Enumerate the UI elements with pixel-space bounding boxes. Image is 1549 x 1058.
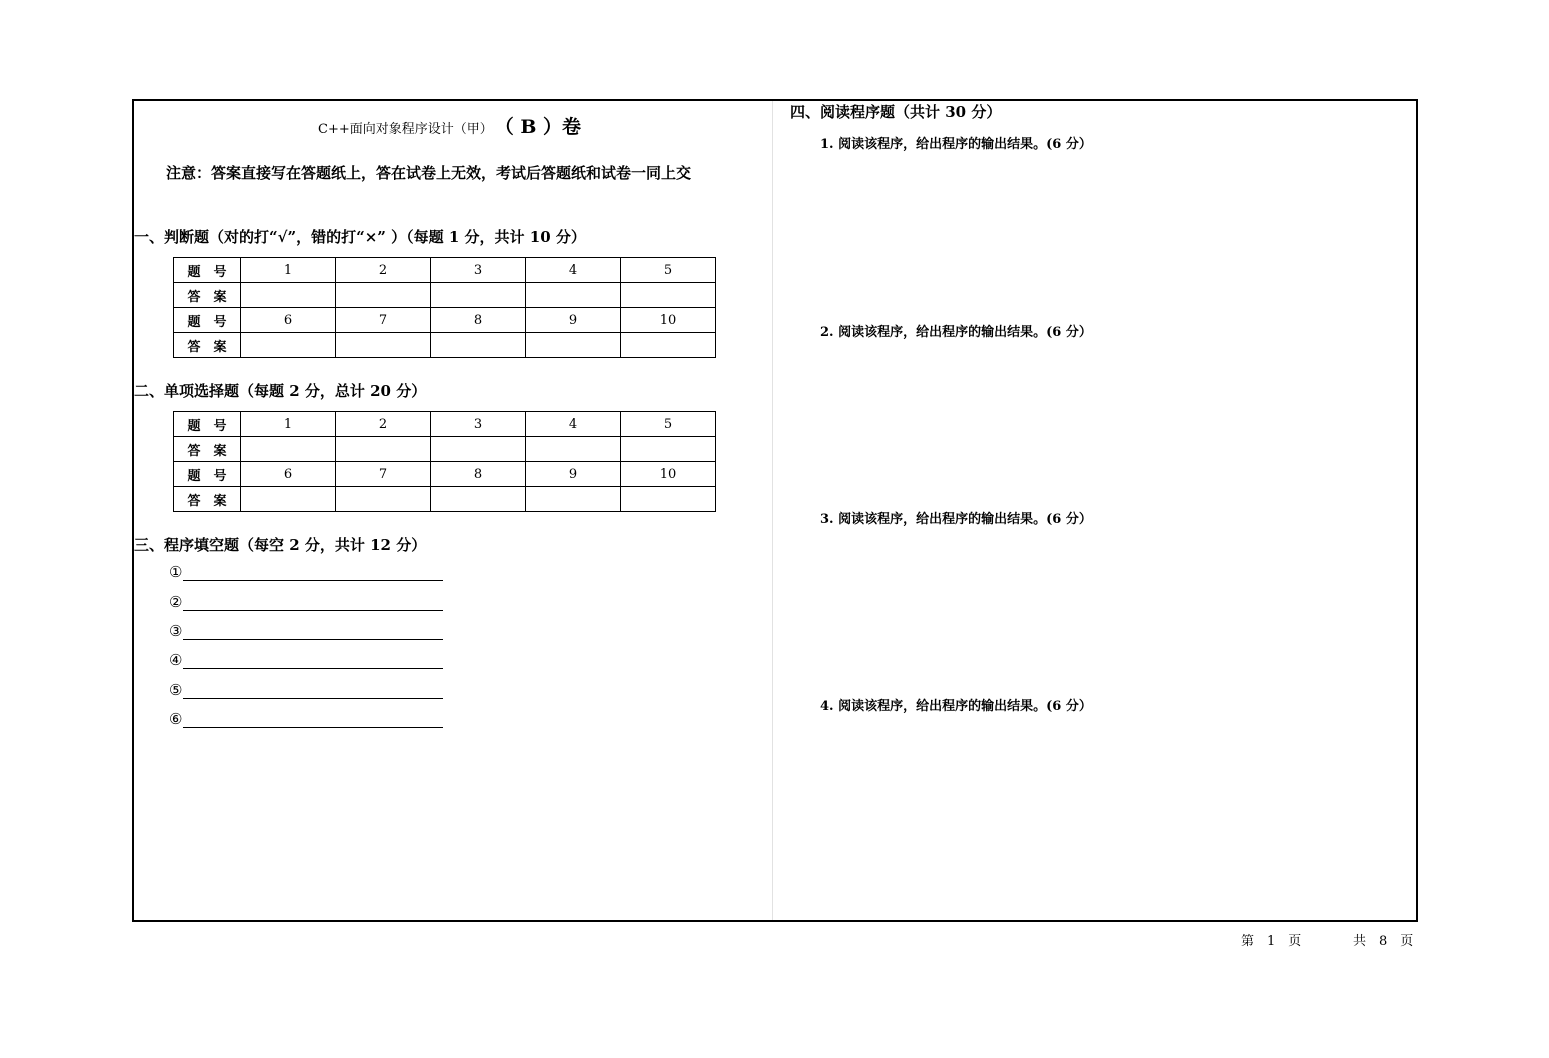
answer-line[interactable] [183,594,443,611]
question-number: 10 [621,462,716,487]
question-number: 5 [621,258,716,283]
question-number: 9 [526,308,621,333]
table-row [174,333,716,358]
answer-cell[interactable] [431,283,526,308]
table-row [174,308,716,333]
answer-cell[interactable] [526,437,621,462]
blank-marker: ⑥ [169,710,183,728]
answer-cell[interactable] [431,487,526,512]
section-multiple-choice-heading: 二、单项选择题（每题 2 分，总计 20 分） [134,382,427,400]
question-number: 3 [431,258,526,283]
question-number: 6 [241,462,336,487]
blank-line-3[interactable] [169,622,443,640]
question-number: 3 [431,412,526,437]
question-number: 2 [336,412,431,437]
answer-cell[interactable] [621,437,716,462]
answer-cell[interactable] [431,333,526,358]
table-row [174,258,716,283]
table-row [174,462,716,487]
question-number-label: 题 号 [174,308,241,333]
page-total: 共 8 页 [1353,934,1414,949]
blank-marker: ② [169,593,183,611]
page-number: 第 1 页 [1241,934,1302,949]
answer-label: 答 案 [174,283,241,308]
answer-cell[interactable] [526,487,621,512]
blank-line-5[interactable] [169,681,443,699]
table-row [174,437,716,462]
question-number: 8 [431,462,526,487]
answer-cell[interactable] [241,283,336,308]
question-number-label: 题 号 [174,462,241,487]
question-number: 8 [431,308,526,333]
blank-line-4[interactable] [169,651,443,669]
table-row [174,283,716,308]
question-number: 4 [526,412,621,437]
notice-text: 注意：答案直接写在答题纸上，答在试卷上无效，考试后答题纸和试卷一同上交 [166,164,692,182]
section-read-program-heading: 四、阅读程序题（共计 30 分） [790,103,1002,121]
answer-line[interactable] [183,564,443,581]
answer-cell[interactable] [431,437,526,462]
answer-cell[interactable] [336,283,431,308]
answer-cell[interactable] [526,333,621,358]
answer-line[interactable] [183,711,443,728]
question-number: 10 [621,308,716,333]
section-true-false-heading: 一、判断题（对的打“√”，错的打“×” ）（每题 1 分，共计 10 分） [134,228,586,246]
read-program-question-3: 3. 阅读该程序，给出程序的输出结果。(6 分） [820,512,1092,527]
true-false-answer-table [173,257,716,358]
question-number: 7 [336,308,431,333]
answer-line[interactable] [183,652,443,669]
read-program-question-1: 1. 阅读该程序，给出程序的输出结果。(6 分） [820,137,1092,152]
read-program-question-2: 2. 阅读该程序，给出程序的输出结果。(6 分） [820,325,1092,340]
question-number: 1 [241,258,336,283]
exam-title-text: C++面向对象程序设计（甲） [318,122,493,137]
answer-cell[interactable] [241,333,336,358]
question-number: 4 [526,258,621,283]
answer-cell[interactable] [621,283,716,308]
answer-cell[interactable] [241,487,336,512]
section-fill-blank-heading: 三、程序填空题（每空 2 分，共计 12 分） [134,536,427,554]
answer-cell[interactable] [526,283,621,308]
answer-cell[interactable] [336,437,431,462]
answer-cell[interactable] [336,487,431,512]
answer-label: 答 案 [174,437,241,462]
answer-cell[interactable] [336,333,431,358]
table-row [174,487,716,512]
answer-label: 答 案 [174,487,241,512]
blank-line-2[interactable] [169,593,443,611]
exam-version: （ B ）卷 [494,116,582,138]
blank-marker: ③ [169,622,183,640]
blank-marker: ④ [169,651,183,669]
question-number: 1 [241,412,336,437]
answer-line[interactable] [183,623,443,640]
answer-cell[interactable] [241,437,336,462]
question-number: 5 [621,412,716,437]
answer-cell[interactable] [621,487,716,512]
blank-marker: ① [169,563,183,581]
answer-label: 答 案 [174,333,241,358]
question-number: 7 [336,462,431,487]
blank-line-1[interactable] [169,563,443,581]
table-row [174,412,716,437]
exam-title [318,112,581,139]
question-number: 6 [241,308,336,333]
question-number-label: 题 号 [174,258,241,283]
answer-line[interactable] [183,682,443,699]
column-divider [772,101,773,920]
question-number-label: 题 号 [174,412,241,437]
blank-marker: ⑤ [169,681,183,699]
read-program-question-4: 4. 阅读该程序，给出程序的输出结果。(6 分） [820,699,1092,714]
answer-cell[interactable] [621,333,716,358]
question-number: 2 [336,258,431,283]
question-number: 9 [526,462,621,487]
multiple-choice-answer-table [173,411,716,512]
blank-line-6[interactable] [169,710,443,728]
